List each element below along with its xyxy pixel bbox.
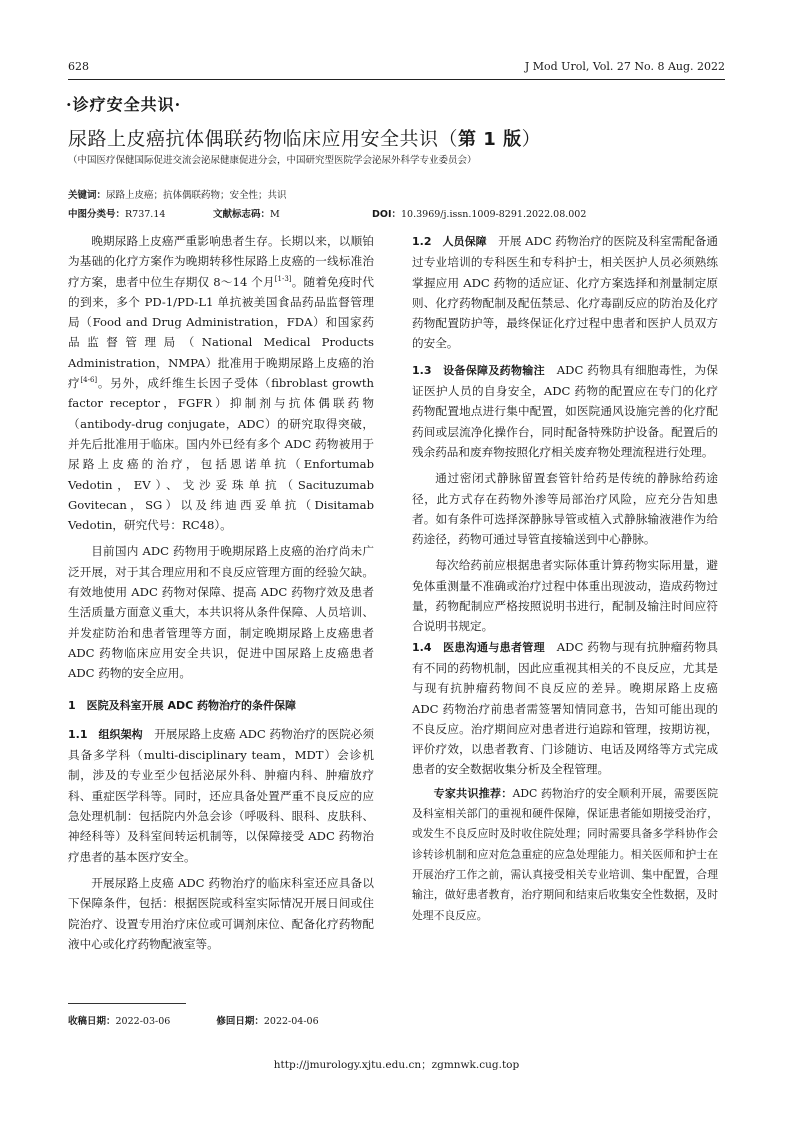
clc-line — [68, 206, 165, 220]
revised-date: 2022-04-06 — [263, 1016, 319, 1027]
doi-label: DOI： — [372, 209, 401, 220]
footnote-dates — [68, 1013, 319, 1027]
right-column — [412, 231, 718, 926]
subsection-1-4: 1.4 医患沟通与患者管理 ADC 药物与现有抗肿瘤药物具有不同的药物机制，因此应重视其相关的不良反应，尤其是与现有抗肿瘤药物间不良反应的差异。晚期尿路上皮癌 ADC 药物治疗前患者需签署知情同意书，告知可能出现的不良反应。治疗期间应对患者进行追踪和管理，按期访视，评价疗效，以患者教育、门诊随访、电话及网络等方式完成患者的安全数据收集分析及全程管理。 — [412, 639, 718, 777]
subsection-heading: 1.4 医患沟通与患者管理 — [412, 640, 545, 654]
doc-code: M — [270, 209, 280, 220]
footer-url[interactable]: http://jmurology.xjtu.edu.cn；zgmnwk.cug.top — [273, 1059, 520, 1071]
body-paragraph: 通过密闭式静脉留置套管针给药是传统的静脉给药途径，此方式存在药物外渗等局部治疗风险，应充分告知患者。如有条件可选择深静脉导管或植入式静脉输液港作为给药途径，药物可通过导管直接输送到中心静脉。 — [412, 471, 718, 547]
body-paragraph: 每次给药前应根据患者实际体重计算药物实际用量，避免体重测量不准确或治疗过程中体重出现波动，造成药物过量，药物配制应严格按照说明书进行，配制及输注时间应符合说明书规定。 — [412, 558, 718, 634]
footnote-rule — [68, 1003, 186, 1004]
title-main: 尿路上皮癌抗体偶联药物临床应用安全共识（ — [68, 128, 459, 150]
keywords-label: 关键词： — [68, 190, 107, 201]
doi: 10.3969/j.issn.1009-8291.2022.08.002 — [401, 209, 587, 220]
received-label: 收稿日期： — [68, 1016, 116, 1027]
citation-ref: [1-3] — [274, 274, 292, 283]
title-edition: 第 1 版 — [458, 129, 522, 150]
paper-title — [68, 124, 541, 151]
revised-label: 修回日期： — [216, 1016, 264, 1027]
doi-line — [372, 206, 586, 220]
clc-label: 中图分类号： — [68, 209, 126, 220]
intro-paragraph-1: 晚期尿路上皮癌严重影响患者生存。长期以来，以顺铂为基础的化疗方案作为晚期转移性尿路上皮癌的一线标准治疗方案，患者中位生存期仅 8～14 个月[1-3]。随着免疫时代的到来，多个 PD-1/PD-L1 单抗被美国食品药品监督管理局（Food and Drug Administration，FDA）和国家药品监督管理局（National Medical Products Administration，NMPA）批准用于晚期尿路上皮癌的治疗[4-6]。另外，成纤维生长因子受体（fibroblast growth factor receptor，FGFR）抑制剂与抗体偶联药物（antibody-drug conjugate，ADC）的研究取得突破，并先后批准用于临床。国内外已经有多个 ADC 药物被用于尿路上皮癌的治疗，包括恩诺单抗（Enfortumab Vedotin，EV）、戈沙妥珠单抗（Sacituzumab Govitecan，SG）以及纬迪西妥单抗（Disitamab Vedotin，研究代号：RC48）。 — [68, 234, 374, 533]
subsection-heading: 1.3 设备保障及药物输注 — [412, 363, 545, 377]
keywords-line — [68, 187, 287, 201]
keywords: 尿路上皮癌；抗体偶联药物；安全性；共识 — [106, 190, 287, 201]
body-paragraph: 开展尿路上皮癌 ADC 药物治疗的临床科室还应具备以下保障条件，包括：根据医院或科室实际情况开展日间或住院治疗、设置专用治疗床位或可调剂床位、配备化疗药物配液中心或化疗药物配液室等。 — [68, 875, 374, 951]
journal-citation: J Mod Urol, Vol. 27 No. 8 Aug. 2022 — [524, 60, 725, 73]
subsection-heading: 1.1 组织架构 — [68, 727, 143, 741]
clc-number: R737.14 — [125, 209, 166, 220]
citation-ref: [4-6] — [80, 376, 98, 385]
section-heading-1: 1 医院及科室开展 ADC 药物治疗的条件保障 — [68, 698, 297, 712]
doc-code-label: 文献标志码： — [213, 209, 271, 220]
subsection-1-2: 1.2 人员保障 开展 ADC 药物治疗的医院及科室需配备通过专业培训的专科医生和专科护士，相关医护人员必须熟练掌握应用 ADC 药物的适应证、化疗方案选择和剂量制定原则、化疗药物配制及配伍禁忌、化疗毒副反应的防治及化疗药物配置防护等，最终保证化疗过程中患者和医护人员双方的安全。 — [412, 234, 718, 351]
page-number: 628 — [68, 60, 89, 73]
author-affiliations: （中国医疗保健国际促进交流会泌尿健康促进分会，中国研究型医院学会泌尿外科学专业委员会） — [68, 155, 477, 166]
left-column — [68, 231, 374, 954]
expert-recommendation: 专家共识推荐：ADC 药物治疗的安全顺利开展，需要医院及科室相关部门的重视和硬件保障，保证患者能如期接受治疗，或发生不良反应时及时收住院处理；同时需要具备多学科协作会诊转诊机制和应对危急重症的应急处理能力。相关医师和护士在开展治疗工作之前，需认真接受相关专业培训、集中配置，合理输注，做好患者教育，治疗期间和结束后收集安全性数据，及时处理不良反应。 — [412, 786, 718, 922]
received-date: 2022-03-06 — [115, 1016, 171, 1027]
subsection-1-3: 1.3 设备保障及药物输注 ADC 药物具有细胞毒性，为保证医护人员的自身安全，ADC 药物的配置应在专门的化疗药物配置地点进行集中配置，如医院通风设施完善的化疗配药间或层流净化操作台，同时配备特殊防护设备。配置后的残余药品和废弃物按照化疗相关废弃物处理流程进行处理。 — [412, 362, 718, 459]
section-label: ·诊疗安全共识· — [66, 95, 182, 114]
subsection-heading: 1.2 人员保障 — [412, 235, 487, 248]
header-rule — [68, 79, 725, 80]
title-close: ） — [521, 128, 542, 150]
subsection-1-1: 1.1 组织架构 开展尿路上皮癌 ADC 药物治疗的医院必须具备多学科（multi-disciplinary team，MDT）会诊机制，涉及的专业至少包括泌尿外科、肿瘤内科、肿瘤放疗科、重症医学科等。同时，还应具备处置严重不良反应的应急处理机制：包括院内外急会诊（呼吸科、眼科、皮肤科、神经科等）及科室间转运机制等，以保障接受 ADC 药物治疗患者的基本医疗安全。 — [68, 726, 374, 864]
intro-paragraph-2: 目前国内 ADC 药物用于晚期尿路上皮癌的治疗尚未广泛开展，对于其合理应用和不良反应管理方面的经验欠缺。有效地使用 ADC 药物对保障、提高 ADC 药物疗效及患者生活质量方面意义重大，本共识将从条件保障、人员培训、并发症防治和患者管理等方面，制定晚期尿路上皮癌患者 ADC 药物临床应用安全共识，促进中国尿路上皮癌患者 ADC 药物的安全应用。 — [68, 544, 374, 681]
doc-code-line — [213, 206, 280, 220]
expert-recommendation-label: 专家共识推荐： — [433, 786, 513, 800]
